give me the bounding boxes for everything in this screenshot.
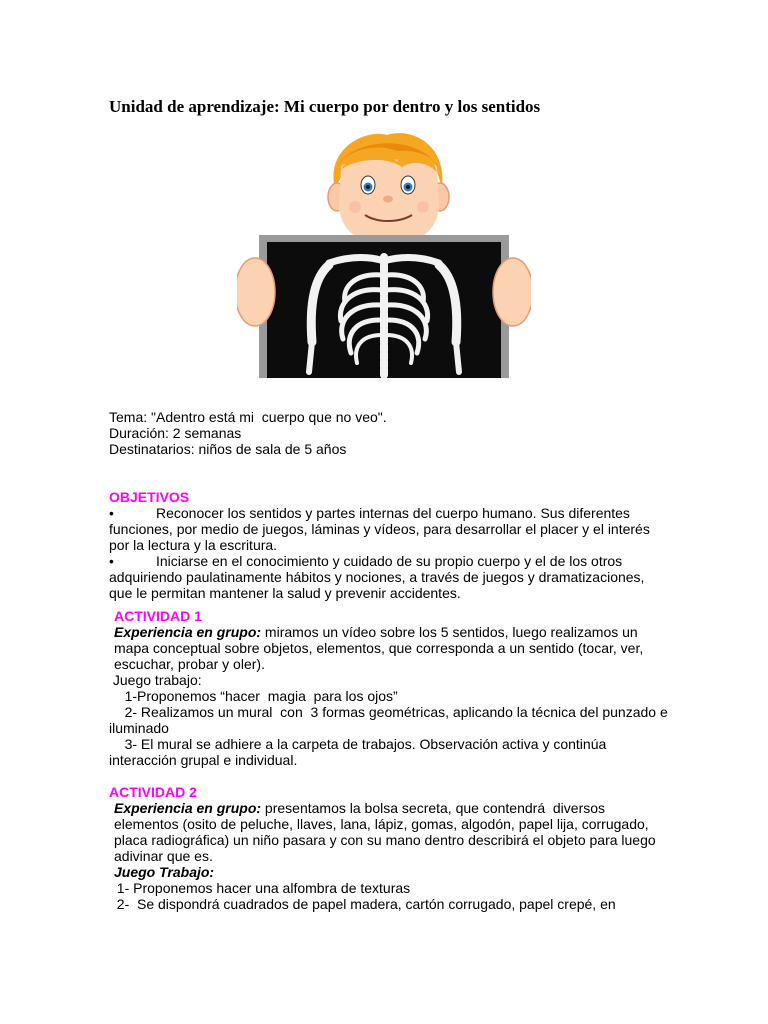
- unit-info: [109, 409, 669, 457]
- actividad-2-heading: ACTIVIDAD 2: [109, 784, 197, 800]
- objetivos-section: [109, 489, 669, 601]
- actividad-1-heading: ACTIVIDAD 1: [114, 608, 202, 624]
- experiencia-label: Experiencia en grupo:: [114, 624, 262, 640]
- step-item: 3- El mural se adhiere a la carpeta de trabajos. Observación activa y continúa interacción grupal e individual.: [109, 736, 611, 768]
- actividad-2-section: [109, 784, 669, 912]
- bullet-icon: •: [109, 505, 114, 521]
- duracion-line: Duración: 2 semanas: [109, 425, 242, 441]
- bullet-icon: •: [109, 553, 114, 569]
- step-item: 2- Realizamos un mural con 3 formas geométricas, aplicando la técnica del punzado e iluminado: [109, 704, 672, 736]
- juego-trabajo-label: Juego trabajo:: [109, 672, 202, 688]
- actividad-2-experiencia: Experiencia en grupo: presentamos la bolsa secreta, que contendrá diversos elementos (osito de peluche, llaves, lana, lápiz, gomas, algodón, papel lija, corrugado, placa radiográfica) un niño pasara y con su mano dentro describirá el objeto para luego adivinar que es.: [114, 800, 660, 864]
- objetivo-item: • Iniciarse en el conocimiento y cuidado de su propio cuerpo y el de los otros adquiriendo paulatinamente hábitos y nociones, a través de juegos y dramatizaciones, que le permitan mantener la salud y prevenir accidentes.: [109, 553, 649, 601]
- actividad-1-section: [109, 608, 672, 768]
- step-item: 1-Proponemos “hacer magia para los ojos”: [109, 688, 398, 704]
- destinatarios-line: Destinatarios: niños de sala de 5 años: [109, 441, 347, 457]
- juego-trabajo-label: Juego Trabajo:: [114, 864, 215, 880]
- step-item: 2- Se dispondrá cuadrados de papel madera, cartón corrugado, papel crepé, en: [109, 896, 616, 912]
- tema-line: Tema: "Adentro está mi cuerpo que no veo".: [109, 409, 387, 425]
- step-item: 1- Proponemos hacer una alfombra de texturas: [109, 880, 411, 896]
- objetivo-item: • Reconocer los sentidos y partes internas del cuerpo humano. Sus diferentes funciones, por medio de juegos, láminas y vídeos, para desarrollar el placer y el interés por la lectura y la escritura.: [109, 505, 654, 553]
- objetivos-heading: OBJETIVOS: [109, 489, 190, 505]
- actividad-1-experiencia: Experiencia en grupo: miramos un vídeo sobre los 5 sentidos, luego realizamos un mapa conceptual sobre objetos, elementos, que corresponda a un sentido (tocar, ver, escuchar, probar y oler).: [114, 624, 648, 672]
- page-title: Unidad de aprendizaje: Mi cuerpo por dentro y los sentidos: [109, 97, 541, 116]
- experiencia-label: Experiencia en grupo:: [114, 800, 262, 816]
- boy-xray-illustration: [237, 127, 531, 378]
